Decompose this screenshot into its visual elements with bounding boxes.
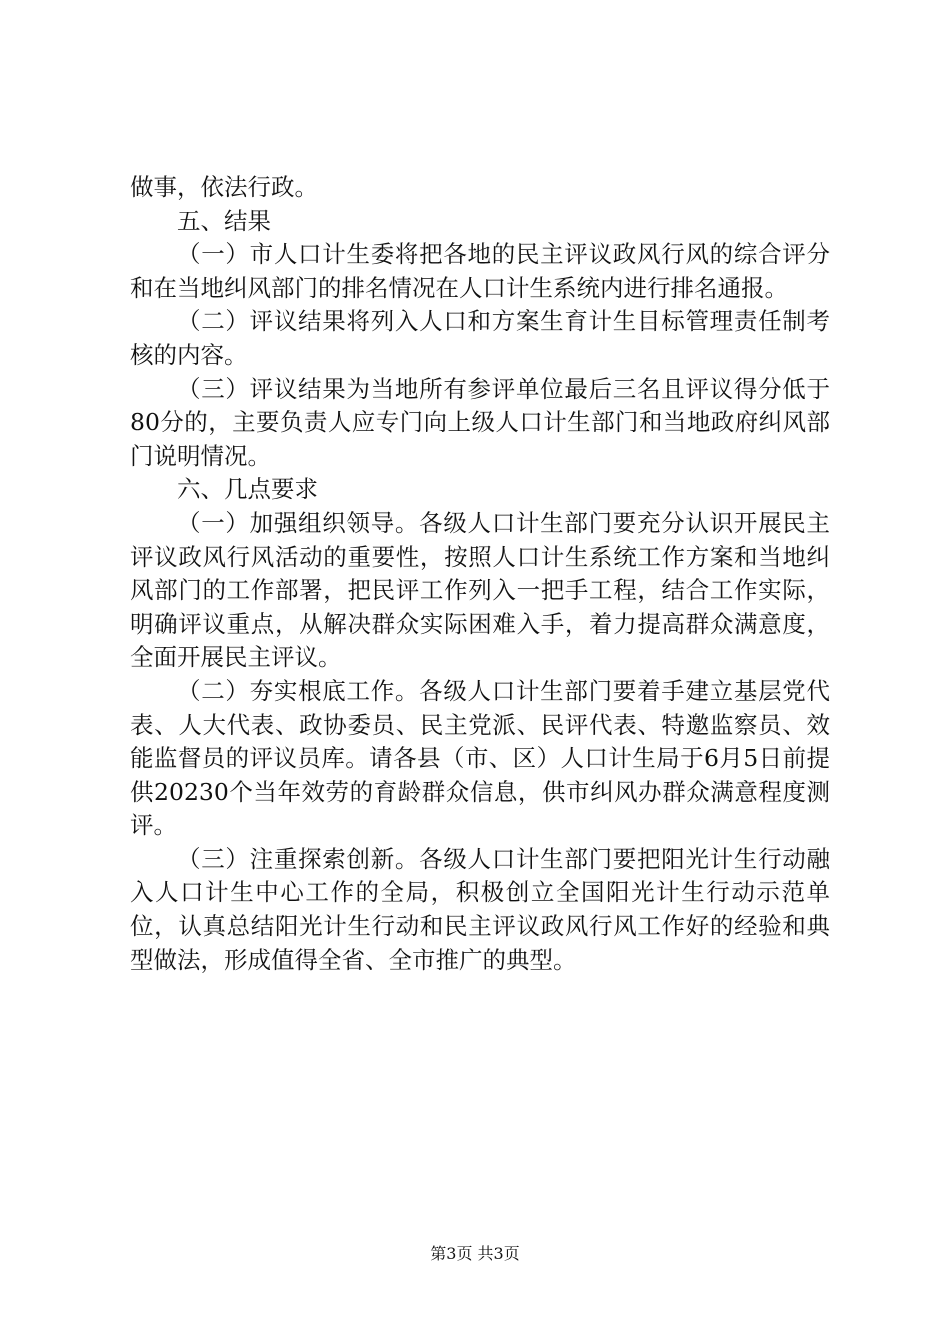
paragraph-requirement-1: （一）加强组织领导。各级人口计生部门要充分认识开展民主评议政风行风活动的重要性，按照人口计生系统工作方案和当地纠风部门的工作部署，把民评工作列入一把手工程，结合工作实际，明确评议重点，从解决群众实际困难入手，着力提高群众满意度，全面开展民主评议。 [130,508,830,672]
page-number-footer: 第3页 共3页 [430,1244,520,1263]
paragraph-continuation: 做事，依法行政。 [130,173,318,201]
paragraph-result-2: （二）评议结果将列入人口和方案生育计生目标管理责任制考核的内容。 [130,307,830,369]
paragraph-requirement-3: （三）注重探索创新。各级人口计生部门要把阳光计生行动融入人口计生中心工作的全局，积极创立全国阳光计生行动示范单位，认真总结阳光计生行动和民主评议政风行风工作好的经验和典型做法，形成值得全省、全市推广的典型。 [130,844,830,974]
section-heading-requirements: 六、几点要求 [177,475,318,504]
paragraph-result-1: （一）市人口计生委将把各地的民主评议政风行风的综合评分和在当地纠风部门的排名情况在人口计生系统内进行排名通报。 [130,240,830,302]
paragraph-requirement-2: （二）夯实根底工作。各级人口计生部门要着手建立基层党代表、人大代表、政协委员、民主党派、民评代表、特邀监察员、效能监督员的评议员库。请各县（市、区）人口计生局于6月5日前提供20230个当年效劳的育龄群众信息，供市纠风办群众满意程度测评。 [130,676,830,840]
paragraph-result-3: （三）评议结果为当地所有参评单位最后三名且评议得分低于80分的，主要负责人应专门向上级人口计生部门和当地政府纠风部门说明情况。 [130,374,830,470]
section-heading-results: 五、结果 [177,206,271,235]
document-body [130,171,830,977]
